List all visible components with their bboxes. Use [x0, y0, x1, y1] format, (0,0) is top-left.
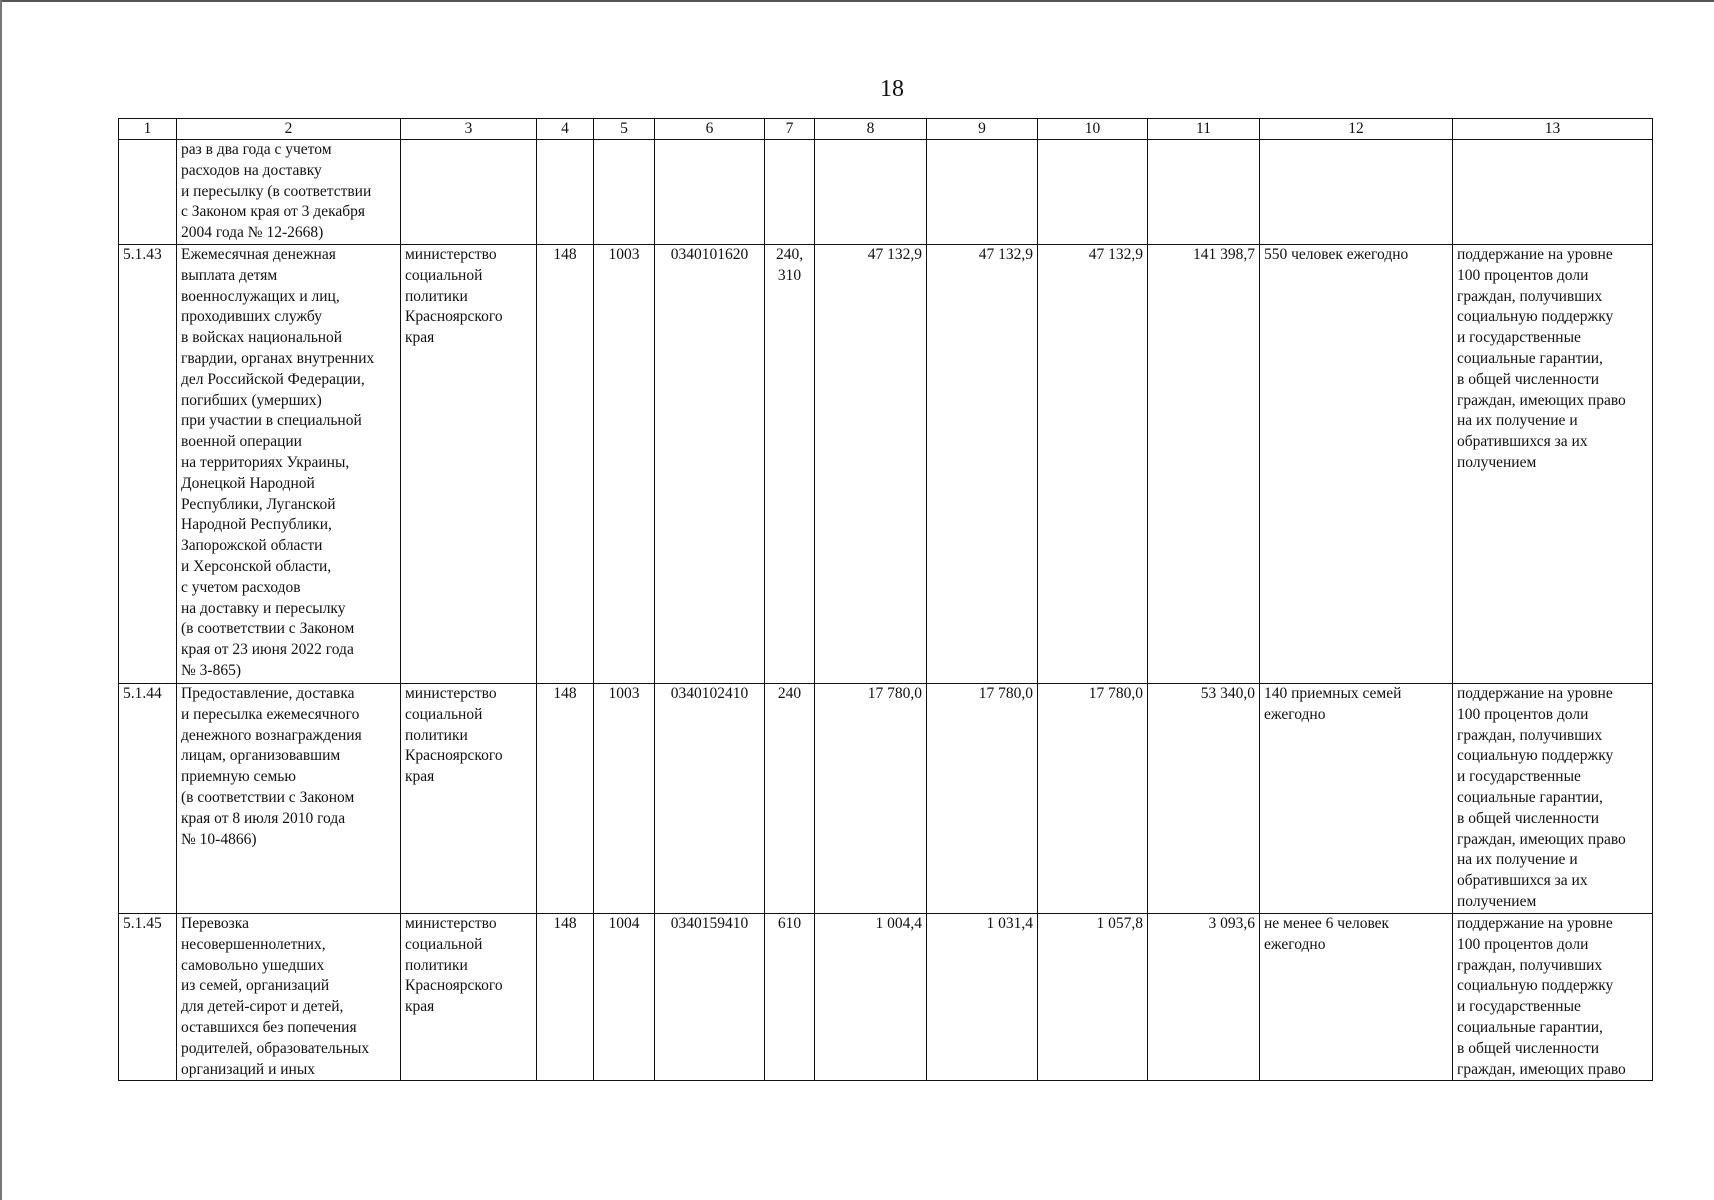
expected-result-cell: 550 человек ежегодно: [1260, 245, 1453, 684]
grbs-code-cell: 148: [537, 914, 594, 1081]
activity-name-cell: Ежемесячная денежная выплата детям военнослужащих и лиц, проходивших службу в войсках национальной гвардии, органах внутренних дел Российской Федерации, погибших (умерших) при участии в специальной военной операции на территориях Украины, Донецкой Народной Республики, Луганской Народной Республики, Запорожской области и Херсонской области, с учетом расходов на доставку и пересылку (в соответствии с Законом края от 23 июня 2022 года № 3-865): [177, 245, 401, 684]
target-article-cell: 0340101620: [655, 245, 765, 684]
indicator-cell: [1453, 140, 1653, 245]
indicator-cell: поддержание на уровне 100 процентов доли граждан, получивших социальную поддержку и государственные социальные гарантии, в общей численности граждан, имеющих право: [1453, 914, 1653, 1081]
grbs-code-cell: 148: [537, 684, 594, 914]
header-cell: 3: [401, 119, 537, 140]
amount-year1-cell: [815, 140, 927, 245]
amount-year3-cell: 17 780,0: [1038, 684, 1148, 914]
amount-total-cell: 3 093,6: [1148, 914, 1260, 1081]
amount-year2-cell: [927, 140, 1038, 245]
amount-total-cell: 53 340,0: [1148, 684, 1260, 914]
row-id-cell: [119, 140, 177, 245]
program-activities-table: [118, 118, 1653, 1081]
header-cell: 7: [765, 119, 815, 140]
header-cell: 4: [537, 119, 594, 140]
header-cell: 2: [177, 119, 401, 140]
grbs-code-cell: [537, 140, 594, 245]
expected-result-cell: 140 приемных семей ежегодно: [1260, 684, 1453, 914]
header-cell: 12: [1260, 119, 1453, 140]
amount-year1-cell: 47 132,9: [815, 245, 927, 684]
row-id-cell: 5.1.45: [119, 914, 177, 1081]
expense-type-cell: 240, 310: [765, 245, 815, 684]
amount-year1-cell: 1 004,4: [815, 914, 927, 1081]
expected-result-cell: не менее 6 человек ежегодно: [1260, 914, 1453, 1081]
amount-year3-cell: 1 057,8: [1038, 914, 1148, 1081]
executor-cell: [401, 140, 537, 245]
amount-year2-cell: 1 031,4: [927, 914, 1038, 1081]
amount-year3-cell: [1038, 140, 1148, 245]
expense-type-cell: 610: [765, 914, 815, 1081]
target-article-cell: 0340102410: [655, 684, 765, 914]
header-cell: 6: [655, 119, 765, 140]
amount-year2-cell: 17 780,0: [927, 684, 1038, 914]
executor-cell: министерство социальной политики Красноярского края: [401, 684, 537, 914]
amount-year1-cell: 17 780,0: [815, 684, 927, 914]
grbs-code-cell: 148: [537, 245, 594, 684]
expense-type-cell: [765, 140, 815, 245]
row-id-cell: 5.1.44: [119, 684, 177, 914]
table-header-row: [119, 119, 1653, 140]
header-cell: 10: [1038, 119, 1148, 140]
target-article-cell: [655, 140, 765, 245]
page-edge-top: [0, 0, 1714, 2]
activity-name-cell: раз в два года с учетом расходов на доставку и пересылку (в соответствии с Законом края от 3 декабря 2004 года № 12-2668): [177, 140, 401, 245]
indicator-cell: поддержание на уровне 100 процентов доли граждан, получивших социальную поддержку и государственные социальные гарантии, в общей численности граждан, имеющих право на их получение и обратившихся за их получением: [1453, 684, 1653, 914]
amount-year3-cell: 47 132,9: [1038, 245, 1148, 684]
activity-name-cell: Перевозка несовершеннолетних, самовольно ушедших из семей, организаций для детей-сирот и детей, оставшихся без попечения родителей, образовательных организаций и иных: [177, 914, 401, 1081]
section-code-cell: 1003: [594, 684, 655, 914]
amount-year2-cell: 47 132,9: [927, 245, 1038, 684]
table-row: [119, 914, 1653, 1081]
page-edge-left: [0, 0, 2, 1200]
header-cell: 13: [1453, 119, 1653, 140]
target-article-cell: 0340159410: [655, 914, 765, 1081]
indicator-cell: поддержание на уровне 100 процентов доли граждан, получивших социальную поддержку и государственные социальные гарантии, в общей численности граждан, имеющих право на их получение и обратившихся за их получением: [1453, 245, 1653, 684]
table-row: [119, 140, 1653, 245]
header-cell: 5: [594, 119, 655, 140]
table-row: [119, 684, 1653, 914]
section-code-cell: [594, 140, 655, 245]
activity-name-cell: Предоставление, доставка и пересылка ежемесячного денежного вознаграждения лицам, организовавшим приемную семью (в соответствии с Законом края от 8 июля 2010 года № 10-4866): [177, 684, 401, 914]
header-cell: 11: [1148, 119, 1260, 140]
expense-type-cell: 240: [765, 684, 815, 914]
header-cell: 9: [927, 119, 1038, 140]
header-cell: 8: [815, 119, 927, 140]
section-code-cell: 1004: [594, 914, 655, 1081]
executor-cell: министерство социальной политики Красноярского края: [401, 245, 537, 684]
section-code-cell: 1003: [594, 245, 655, 684]
amount-total-cell: [1148, 140, 1260, 245]
row-id-cell: 5.1.43: [119, 245, 177, 684]
expected-result-cell: [1260, 140, 1453, 245]
page-number: 18: [880, 76, 904, 102]
amount-total-cell: 141 398,7: [1148, 245, 1260, 684]
table-row: [119, 245, 1653, 684]
executor-cell: министерство социальной политики Красноярского края: [401, 914, 537, 1081]
header-cell: 1: [119, 119, 177, 140]
